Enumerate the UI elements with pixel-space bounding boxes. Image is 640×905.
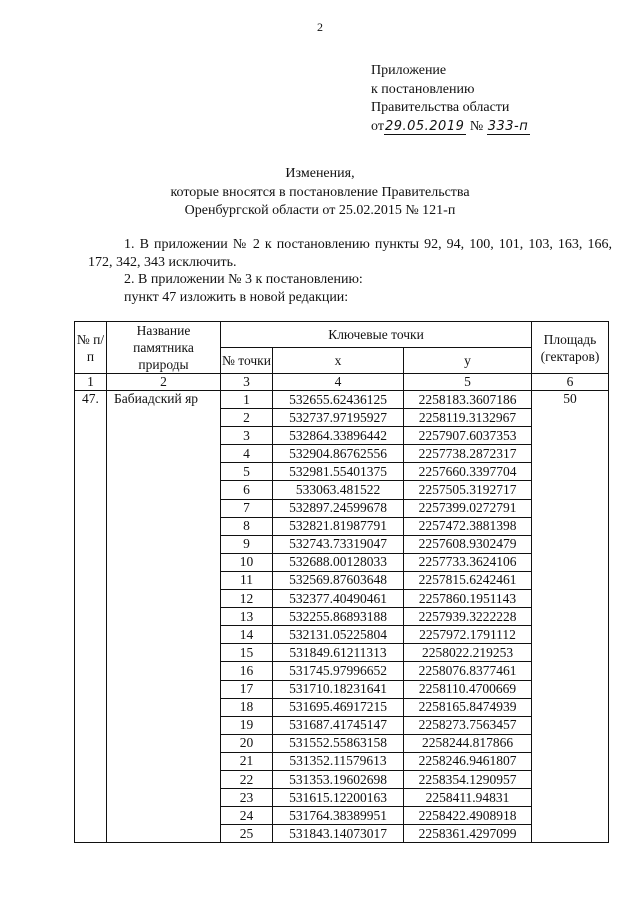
column-number: 5 [404,374,532,391]
x-coordinate: 531352.11579613 [273,752,404,770]
point-number: 19 [221,716,273,734]
y-coordinate: 2258354.1290957 [404,770,532,788]
header-key-points: Ключевые точки [221,322,532,348]
x-coordinate: 532821.81987791 [273,517,404,535]
y-coordinate: 2258273.7563457 [404,716,532,734]
heading-title: Изменения, [285,166,355,181]
y-coordinate: 2257505.3192717 [404,481,532,499]
point-number: 24 [221,807,273,825]
point-number: 2 [221,409,273,427]
paragraph-1: 1. В приложении № 2 к постановлению пункты 92, 94, 100, 101, 103, 163, 166, 172, 342, 343 исключить. [88,237,612,270]
x-coordinate: 532864.33896442 [273,427,404,445]
heading-line-2: которые вносятся в постановление Правительства [170,184,470,200]
y-coordinate: 2257939.3222228 [404,608,532,626]
point-number: 11 [221,571,273,589]
y-coordinate: 2258422.4908918 [404,807,532,825]
point-number: 1 [221,391,273,409]
header-monument-name: Название памятника природы [107,322,221,374]
y-coordinate: 2258119.3132967 [404,409,532,427]
point-number: 6 [221,481,273,499]
document-heading [0,165,640,221]
x-coordinate: 531615.12200163 [273,789,404,807]
key-points-table [74,321,609,843]
y-coordinate: 2257738.2872317 [404,445,532,463]
column-number: 6 [532,374,609,391]
x-coordinate: 532255.86893188 [273,608,404,626]
point-number: 8 [221,517,273,535]
header-x: x [273,348,404,374]
y-coordinate: 2257907.6037353 [404,427,532,445]
number-prefix: № [469,118,484,134]
point-number: 5 [221,463,273,481]
x-coordinate: 531695.46917215 [273,698,404,716]
y-coordinate: 2258076.8377461 [404,662,532,680]
x-coordinate: 532377.40490461 [273,590,404,608]
points-body [75,391,609,843]
point-number: 3 [221,427,273,445]
y-coordinate: 2257972.1791112 [404,626,532,644]
heading-line-3: Оренбургской области от 25.02.2015 № 121-п [184,203,456,218]
header-point-number: № точки [221,348,273,374]
y-coordinate: 2258183.3607186 [404,391,532,409]
paragraph-3: пункт 47 изложить в новой редакции: [124,289,349,305]
y-coordinate: 2258165.8474939 [404,698,532,716]
appendix-title: Приложение [371,63,447,78]
y-coordinate: 2258411.94831 [404,789,532,807]
x-coordinate: 533063.481522 [273,481,404,499]
point-number: 18 [221,698,273,716]
x-coordinate: 531687.41745147 [273,716,404,734]
y-coordinate: 2257815.6242461 [404,571,532,589]
handwritten-number: 333-п [487,118,529,134]
appendix-date-line [371,118,530,137]
column-numbers-row [75,374,609,391]
appendix-header [371,62,530,136]
column-number: 1 [75,374,107,391]
point-number: 21 [221,752,273,770]
y-coordinate: 2257472.3881398 [404,517,532,535]
x-coordinate: 532655.62436125 [273,391,404,409]
point-number: 13 [221,608,273,626]
column-number: 4 [273,374,404,391]
x-coordinate: 532688.00128033 [273,553,404,571]
y-coordinate: 2257660.3397704 [404,463,532,481]
y-coordinate: 2258022.219253 [404,644,532,662]
x-coordinate: 531710.18231641 [273,680,404,698]
date-prefix: от [371,118,384,134]
y-coordinate: 2258110.4700669 [404,680,532,698]
header-row-number: № п/п [75,322,107,374]
y-coordinate: 2257733.3624106 [404,553,532,571]
point-number: 9 [221,535,273,553]
y-coordinate: 2258361.4297099 [404,825,532,843]
point-number: 14 [221,626,273,644]
x-coordinate: 532743.73319047 [273,535,404,553]
column-number: 3 [221,374,273,391]
x-coordinate: 532737.97195927 [273,409,404,427]
point-number: 20 [221,734,273,752]
x-coordinate: 532897.24599678 [273,499,404,517]
x-coordinate: 531843.14073017 [273,825,404,843]
point-number: 7 [221,499,273,517]
y-coordinate: 2257608.9302479 [404,535,532,553]
point-number: 23 [221,789,273,807]
y-coordinate: 2258246.9461807 [404,752,532,770]
point-number: 12 [221,590,273,608]
point-number: 15 [221,644,273,662]
y-coordinate: 2257860.1951143 [404,590,532,608]
x-coordinate: 531552.55863158 [273,734,404,752]
appendix-line-2: к постановлению [371,81,475,97]
point-number: 4 [221,445,273,463]
point-number: 17 [221,680,273,698]
column-number: 2 [107,374,221,391]
document-body [88,236,612,306]
point-number: 22 [221,770,273,788]
area-value: 50 [532,391,609,843]
page-number: 2 [317,20,323,34]
paragraph-2: 2. В приложении № 3 к постановлению: [124,272,363,287]
x-coordinate: 531764.38389951 [273,807,404,825]
header-area: Площадь (гектаров) [532,322,609,374]
row-number: 47. [75,391,107,843]
point-number: 25 [221,825,273,843]
table-row [75,391,609,409]
monument-name: Бабиадский яр [107,391,221,843]
point-number: 16 [221,662,273,680]
x-coordinate: 532904.86762556 [273,445,404,463]
appendix-line-3: Правительства области [371,100,510,115]
point-number: 10 [221,553,273,571]
x-coordinate: 532569.87603648 [273,571,404,589]
y-coordinate: 2258244.817866 [404,734,532,752]
header-y: y [404,348,532,374]
x-coordinate: 531745.97996652 [273,662,404,680]
x-coordinate: 531353.19602698 [273,770,404,788]
x-coordinate: 532981.55401375 [273,463,404,481]
x-coordinate: 532131.05225804 [273,626,404,644]
handwritten-date: 29.05.2019 [384,118,465,134]
x-coordinate: 531849.61211313 [273,644,404,662]
y-coordinate: 2257399.0272791 [404,499,532,517]
